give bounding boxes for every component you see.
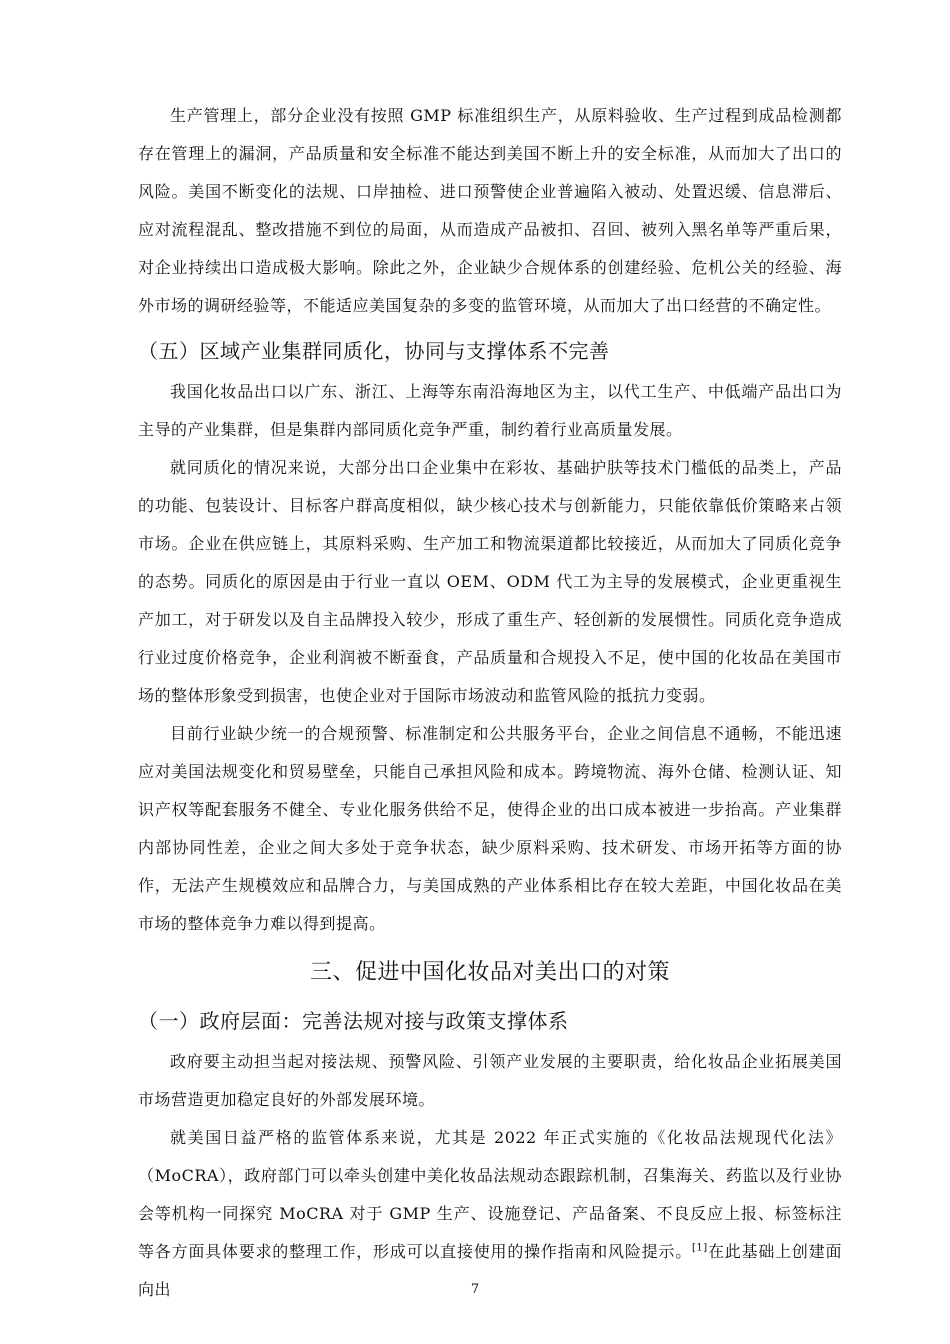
page-body <box>138 97 842 1309</box>
page-number: 7 <box>470 1282 480 1297</box>
mocra-tail-text: 在此基础上创建面向出 <box>138 1242 842 1299</box>
section-heading-3: 三、促进中国化妆品对美出口的对策 <box>309 960 670 985</box>
subsection-heading-1: （一）政府层面：完善法规对接与政策支撑体系 <box>138 1009 569 1033</box>
citation-reference[interactable]: [1] <box>692 1242 708 1254</box>
paragraph-production-management: 生产管理上，部分企业没有按照 GMP 标准组织生产，从原料验收、生产过程到成品检测都存在管理上的漏洞，产品质量和安全标准不能达到美国不断上升的安全标准，从而加大了出口的风险。美国不断变化的法规、口岸抽检、进口预警使企业普遍陷入被动、处置迟缓、信息滞后、应对流程混乱、整改措施不到位的局面，从而造成产品被扣、召回、被列入黑名单等严重后果，对企业持续出口造成极大影响。除此之外，企业缺少合规体系的创建经验、危机公关的经验、海外市场的调研经验等，不能适应美国复杂的多变的监管环境，从而加大了出口经营的不确定性。 <box>138 106 842 315</box>
paragraph-mocra <box>138 1119 842 1309</box>
paragraph-homogenization: 就同质化的情况来说，大部分出口企业集中在彩妆、基础护肤等技术门槛低的品类上，产品的功能、包装设计、目标客户群高度相似，缺少核心技术与创新能力，只能依靠低价策略来占领市场。企业在供应链上，其原料采购、生产加工和物流渠道都比较接近，从而加大了同质化竞争的态势。同质化的原因是由于行业一直以 OEM、ODM 代工为主导的发展模式，企业更重视生产加工，对于研发以及自主品牌投入较少，形成了重生产、轻创新的发展惯性。同质化竞争造成行业过度价格竞争，企业利润被不断蚕食，产品质量和合规投入不足，使中国的化妆品在美国市场的整体形象受到损害，也使企业对于国际市场波动和监管风险的抵抗力变弱。 <box>138 458 842 705</box>
paragraph-export-regions: 我国化妆品出口以广东、浙江、上海等东南沿海地区为主，以代工生产、中低端产品出口为主导的产业集群，但是集群内部同质化竞争严重，制约着行业高质量发展。 <box>138 382 842 439</box>
mocra-text: 就美国日益严格的监管体系来说，尤其是 2022 年正式实施的《化妆品法规现代化法》（MoCRA），政府部门可以牵头创建中美化妆品法规动态跟踪机制，召集海关、药监以及行业协会等机构一同探究 MoCRA 对于 GMP 生产、设施登记、产品备案、不良反应上报、标签标注等各方面具体要求的整理工作，形成可以直接使用的操作指南和风险提示。 <box>138 1128 842 1261</box>
paragraph-government-role: 政府要主动担当起对接法规、预警风险、引领产业发展的主要职责，给化妆品企业拓展美国市场营造更加稳定良好的外部发展环境。 <box>138 1052 842 1109</box>
paragraph-industry-support: 目前行业缺少统一的合规预警、标准制定和公共服务平台，企业之间信息不通畅，不能迅速应对美国法规变化和贸易壁垒，只能自己承担风险和成本。跨境物流、海外仓储、检测认证、知识产权等配套服务不健全、专业化服务供给不足，使得企业的出口成本被进一步抬高。产业集群内部协同性差，企业之间大多处于竞争状态，缺少原料采购、技术研发、市场开拓等方面的协作，无法产生规模效应和品牌合力，与美国成熟的产业体系相比存在较大差距，中国化妆品在美市场的整体竞争力难以得到提高。 <box>138 724 842 933</box>
subsection-heading-5: （五）区域产业集群同质化，协同与支撑体系不完善 <box>138 339 610 363</box>
